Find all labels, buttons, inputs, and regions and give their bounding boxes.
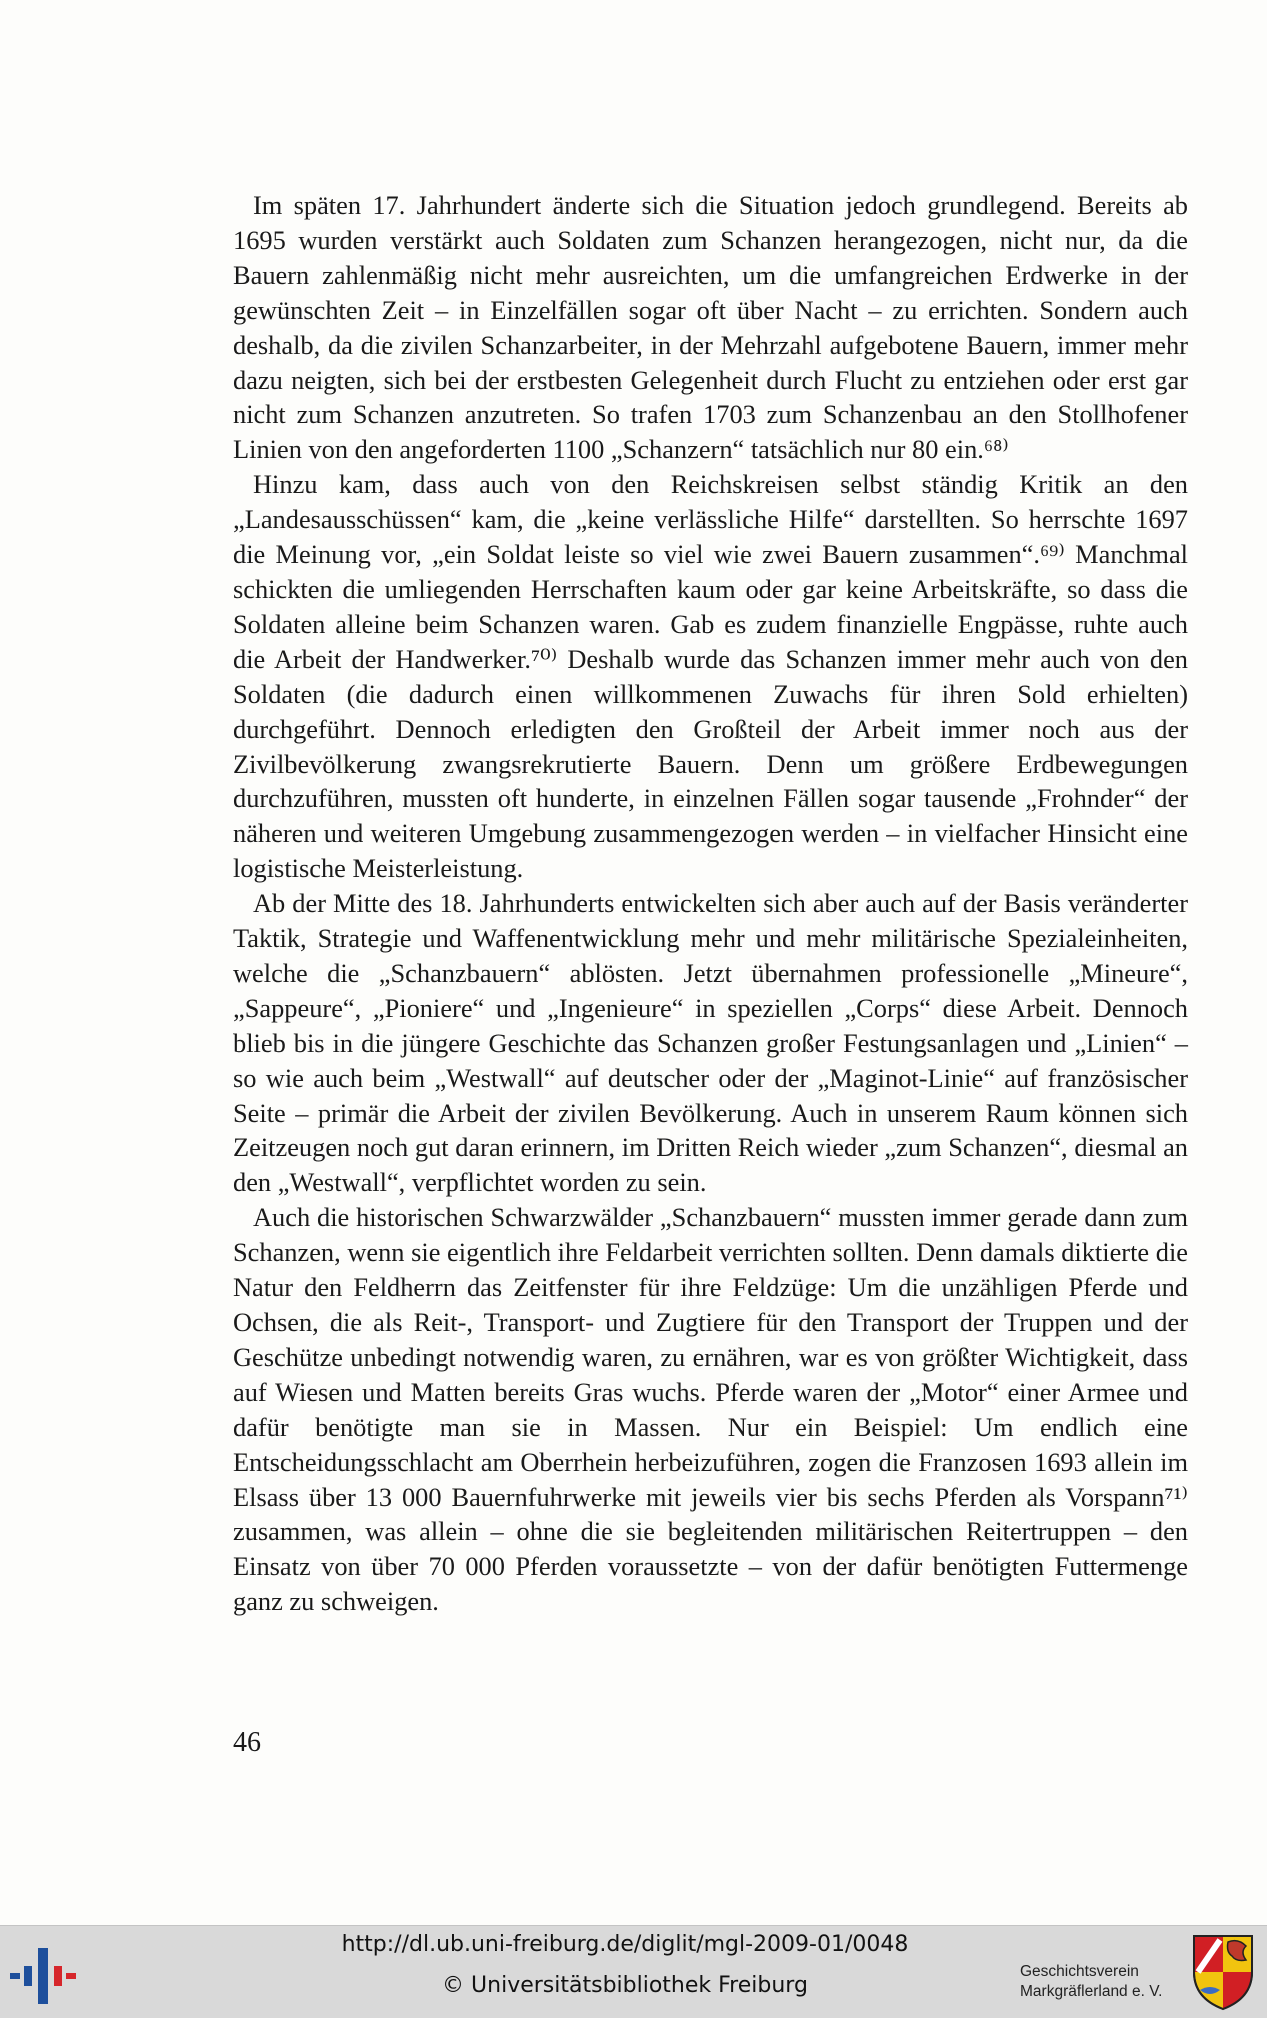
society-name-line-1: Geschichtsverein — [1020, 1963, 1139, 1980]
body-text — [233, 188, 1188, 1619]
paragraph-2: Hinzu kam, dass auch von den Reichskreisen selbst ständig Kritik an den „Landesausschüssen“ kam, die „keine verlässliche Hilfe“ darstellten. So herrschte 1697 die Meinung vor, „ein Soldat leiste so viel wie zwei Bauern zusammen“.⁶⁹⁾ Manchmal schickten die umliegenden Herrschaften kaum oder gar keine Arbeitskräfte, so dass die Soldaten alleine beim Schanzen waren. Gab es zudem finanzielle Engpässe, ruhte auch die Arbeit der Handwerker.⁷⁰⁾ Deshalb wurde das Schanzen immer mehr auch von den Soldaten (die dadurch einen willkommenen Zuwachs für ihren Sold erhielten) durchgeführt. Dennoch erledigten den Großteil der Arbeit immer noch aus der Zivilbevölkerung zwangsrekrutierte Bauern. Denn um größere Erdbewegungen durchzuführen, mussten oft hunderte, in einzelnen Fällen sogar tausende „Frohnder“ der näheren und weiteren Umgebung zusammengezogen werden – in vielfacher Hinsicht eine logistische Meisterleistung. — [233, 469, 1188, 884]
copyright-text: © Universitätsbibliothek Freiburg — [442, 1973, 808, 1998]
page-number: 46 — [233, 1727, 261, 1758]
society-name — [1020, 1962, 1180, 2002]
ub-freiburg-logo-icon — [8, 1944, 80, 2008]
source-url[interactable]: http://dl.ub.uni-freiburg.de/diglit/mgl-2009-01/0048 — [341, 1932, 909, 1957]
coat-of-arms-icon — [1190, 1932, 1256, 2012]
society-name-line-2: Markgräflerland e. V. — [1020, 1983, 1163, 2000]
paragraph-4: Auch die historischen Schwarzwälder „Schanzbauern“ mussten immer gerade dann zum Schanzen, wenn sie eigentlich ihre Feldarbeit verrichten sollten. Denn damals diktierte die Natur den Feldherrn das Zeitfenster für ihre Feldzüge: Um die unzähligen Pferde und Ochsen, die als Reit-, Transport- und Zugtiere für den Transport der Truppen und der Geschütze unbedingt notwendig waren, zu ernähren, war es von größter Wichtigkeit, dass auf Wiesen und Matten bereits Gras wuchs. Pferde waren der „Motor“ einer Armee und dafür benötigte man sie in Massen. Nur ein Beispiel: Um endlich eine Entscheidungsschlacht am Oberrhein herbeizuführen, zogen die Franzosen 1693 allein im Elsass über 13 000 Bauernfuhrwerke mit jeweils vier bis sechs Pferden als Vorspann⁷¹⁾ zusammen, was allein – ohne die sie begleitenden militärischen Reitertruppen – den Einsatz von über 70 000 Pferden voraussetzte – von der dafür benötigten Futtermenge ganz zu schweigen. — [233, 1202, 1188, 1617]
footer-bar — [0, 1925, 1267, 2018]
paragraph-1: Im späten 17. Jahrhundert änderte sich die Situation jedoch grundlegend. Bereits ab 1695 wurden verstärkt auch Soldaten zum Schanzen herangezogen, nicht nur, da die Bauern zahlenmäßig nicht mehr ausreichten, um die umfangreichen Erdwerke in der gewünschten Zeit – in Einzelfällen sogar oft über Nacht – zu errichten. Sondern auch deshalb, da die zivilen Schanzarbeiter, in der Mehrzahl aufgebotene Bauern, immer mehr dazu neigten, sich bei der erstbesten Gelegenheit durch Flucht zu entziehen oder erst gar nicht zum Schanzen anzutreten. So trafen 1703 zum Schanzenbau an den Stollhofener Linien von den angeforderten 1100 „Schanzern“ tatsächlich nur 80 ein.⁶⁸⁾ — [233, 190, 1188, 465]
paragraph-3: Ab der Mitte des 18. Jahrhunderts entwickelten sich aber auch auf der Basis veränderter Taktik, Strategie und Waffenentwicklung mehr und mehr militärische Spezialeinheiten, welche die „Schanzbauern“ ablösten. Jetzt übernahmen professionelle „Mineure“, „Sappeure“, „Pioniere“ und „Ingenieure“ in speziellen „Corps“ diese Arbeit. Dennoch blieb bis in die jüngere Geschichte das Schanzen großer Festungsanlagen und „Linien“ – so wie auch beim „Westwall“ auf deutscher oder der „Maginot-Linie“ auf französischer Seite – primär die Arbeit der zivilen Bevölkerung. Auch in unserem Raum können sich Zeitzeugen noch gut daran erinnern, im Dritten Reich wieder „zum Schanzen“, diesmal an den „Westwall“, verpflichtet worden zu sein. — [233, 888, 1188, 1198]
